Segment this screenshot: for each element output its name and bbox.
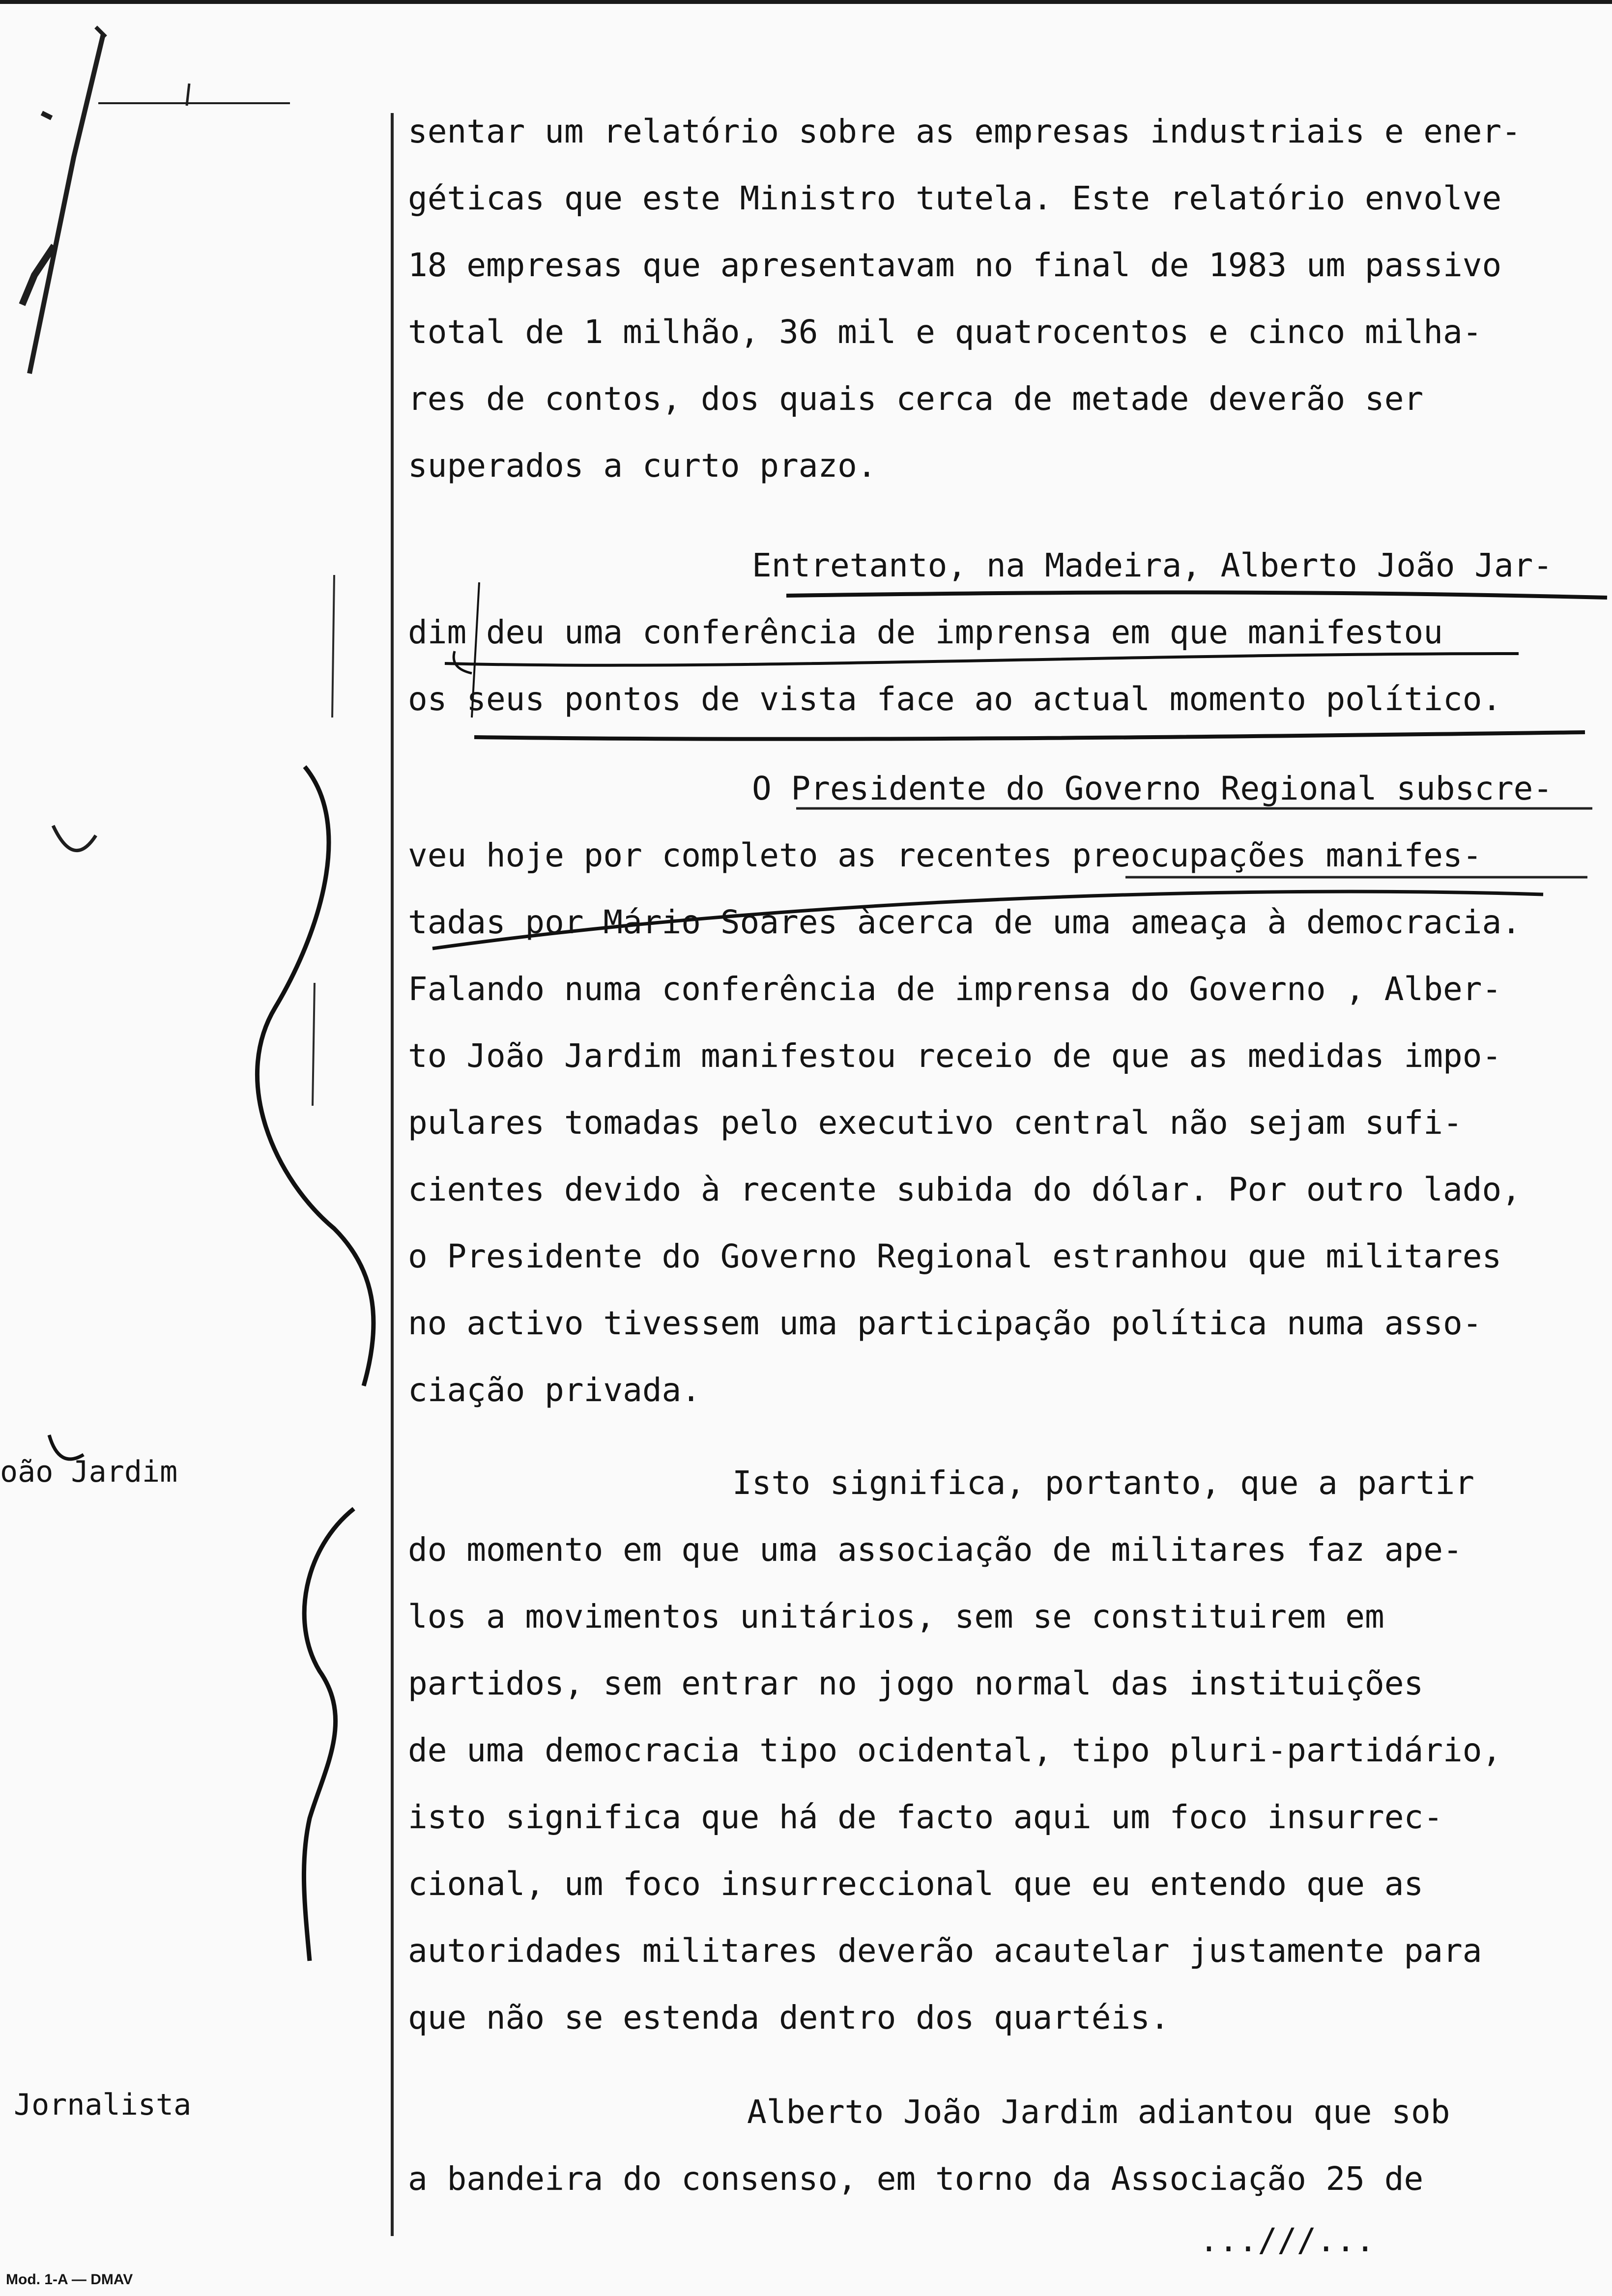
paragraph-2	[408, 532, 1597, 733]
paragraph-5	[408, 2079, 1597, 2212]
text-line: Falando numa conferência de imprensa do Governo , Alber-	[408, 970, 1502, 1008]
text-line: isto significa que há de facto aqui um foco insurrec-	[408, 1798, 1443, 1836]
text-line: superados a curto prazo.	[408, 447, 877, 485]
margin-wavy-bracket-1	[257, 767, 374, 1386]
text-line: sentar um relatório sobre as empresas industriais e ener-	[408, 113, 1521, 150]
text-line: tadas por Mário Soares àcerca de uma ameaça à democracia.	[408, 903, 1521, 941]
margin-rule	[391, 113, 394, 2236]
text-line: Entretanto, na Madeira, Alberto João Jar-	[752, 546, 1553, 584]
margin-wavy-bracket-2	[304, 1509, 354, 1961]
margin-vertical-stroke	[332, 575, 334, 718]
margin-slash-mark	[29, 34, 103, 373]
text-line: veu hoje por completo as recentes preocupações manifes-	[408, 836, 1482, 874]
text-line: do momento em que uma associação de militares faz ape-	[408, 1531, 1463, 1569]
text-line: Isto significa, portanto, que a partir	[732, 1464, 1474, 1502]
paragraph-4	[408, 1450, 1597, 2051]
margin-vertical-stroke-2	[313, 983, 315, 1106]
text-line: a bandeira do consenso, em torno da Associação 25 de	[408, 2160, 1424, 2198]
text-line: cientes devido à recente subida do dólar. Por outro lado,	[408, 1171, 1521, 1208]
text-line: cional, um foco insurreccional que eu entendo que as	[408, 1865, 1424, 1903]
underline-line-9	[474, 732, 1585, 739]
form-code: Mod. 1-A — DMAV	[6, 2271, 133, 2288]
text-line: dim deu uma conferência de imprensa em que manifestou	[408, 613, 1443, 651]
text-line: autoridades militares deverão acautelar justamente para	[408, 1932, 1482, 1970]
margin-dot-mark	[42, 113, 52, 118]
text-line: Alberto João Jardim adiantou que sob	[747, 2093, 1450, 2131]
margin-note-speaker-journalist: Jornalista	[14, 2088, 192, 2122]
text-line: partidos, sem entrar no jogo normal das instituições	[408, 1665, 1424, 1702]
text-line: o Presidente do Governo Regional estranhou que militares	[408, 1237, 1502, 1275]
text-line: 18 empresas que apresentavam no final de 1983 um passivo	[408, 246, 1502, 284]
text-line: os seus pontos de vista face ao actual momento político.	[408, 680, 1502, 718]
text-line: que não se estenda dentro dos quartéis.	[408, 1999, 1170, 2037]
text-line: pulares tomadas pelo executivo central não sejam sufi-	[408, 1104, 1463, 1142]
continuation-mark: ...///...	[1199, 2221, 1375, 2259]
text-line: total de 1 milhão, 36 mil e quatrocentos e cinco milha-	[408, 313, 1482, 351]
text-line: no activo tivessem uma participação política numa asso-	[408, 1304, 1482, 1342]
text-line: res de contos, dos quais cerca de metade deverão ser	[408, 380, 1424, 418]
text-line: géticas que este Ministro tutela. Este relatório envolve	[408, 179, 1502, 217]
text-line: ciação privada.	[408, 1371, 701, 1409]
paragraph-3	[408, 755, 1597, 1424]
margin-note-speaker-jardim: oão Jardim	[0, 1455, 178, 1489]
paragraph-1	[408, 98, 1597, 499]
text-line: O Presidente do Governo Regional subscre-	[752, 770, 1553, 807]
text-line: to João Jardim manifestou receio de que as medidas impo-	[408, 1037, 1502, 1075]
margin-small-curl	[53, 826, 96, 851]
text-line: de uma democracia tipo ocidental, tipo pluri-partidário,	[408, 1731, 1502, 1769]
text-line: los a movimentos unitários, sem se constituirem em	[408, 1598, 1384, 1636]
